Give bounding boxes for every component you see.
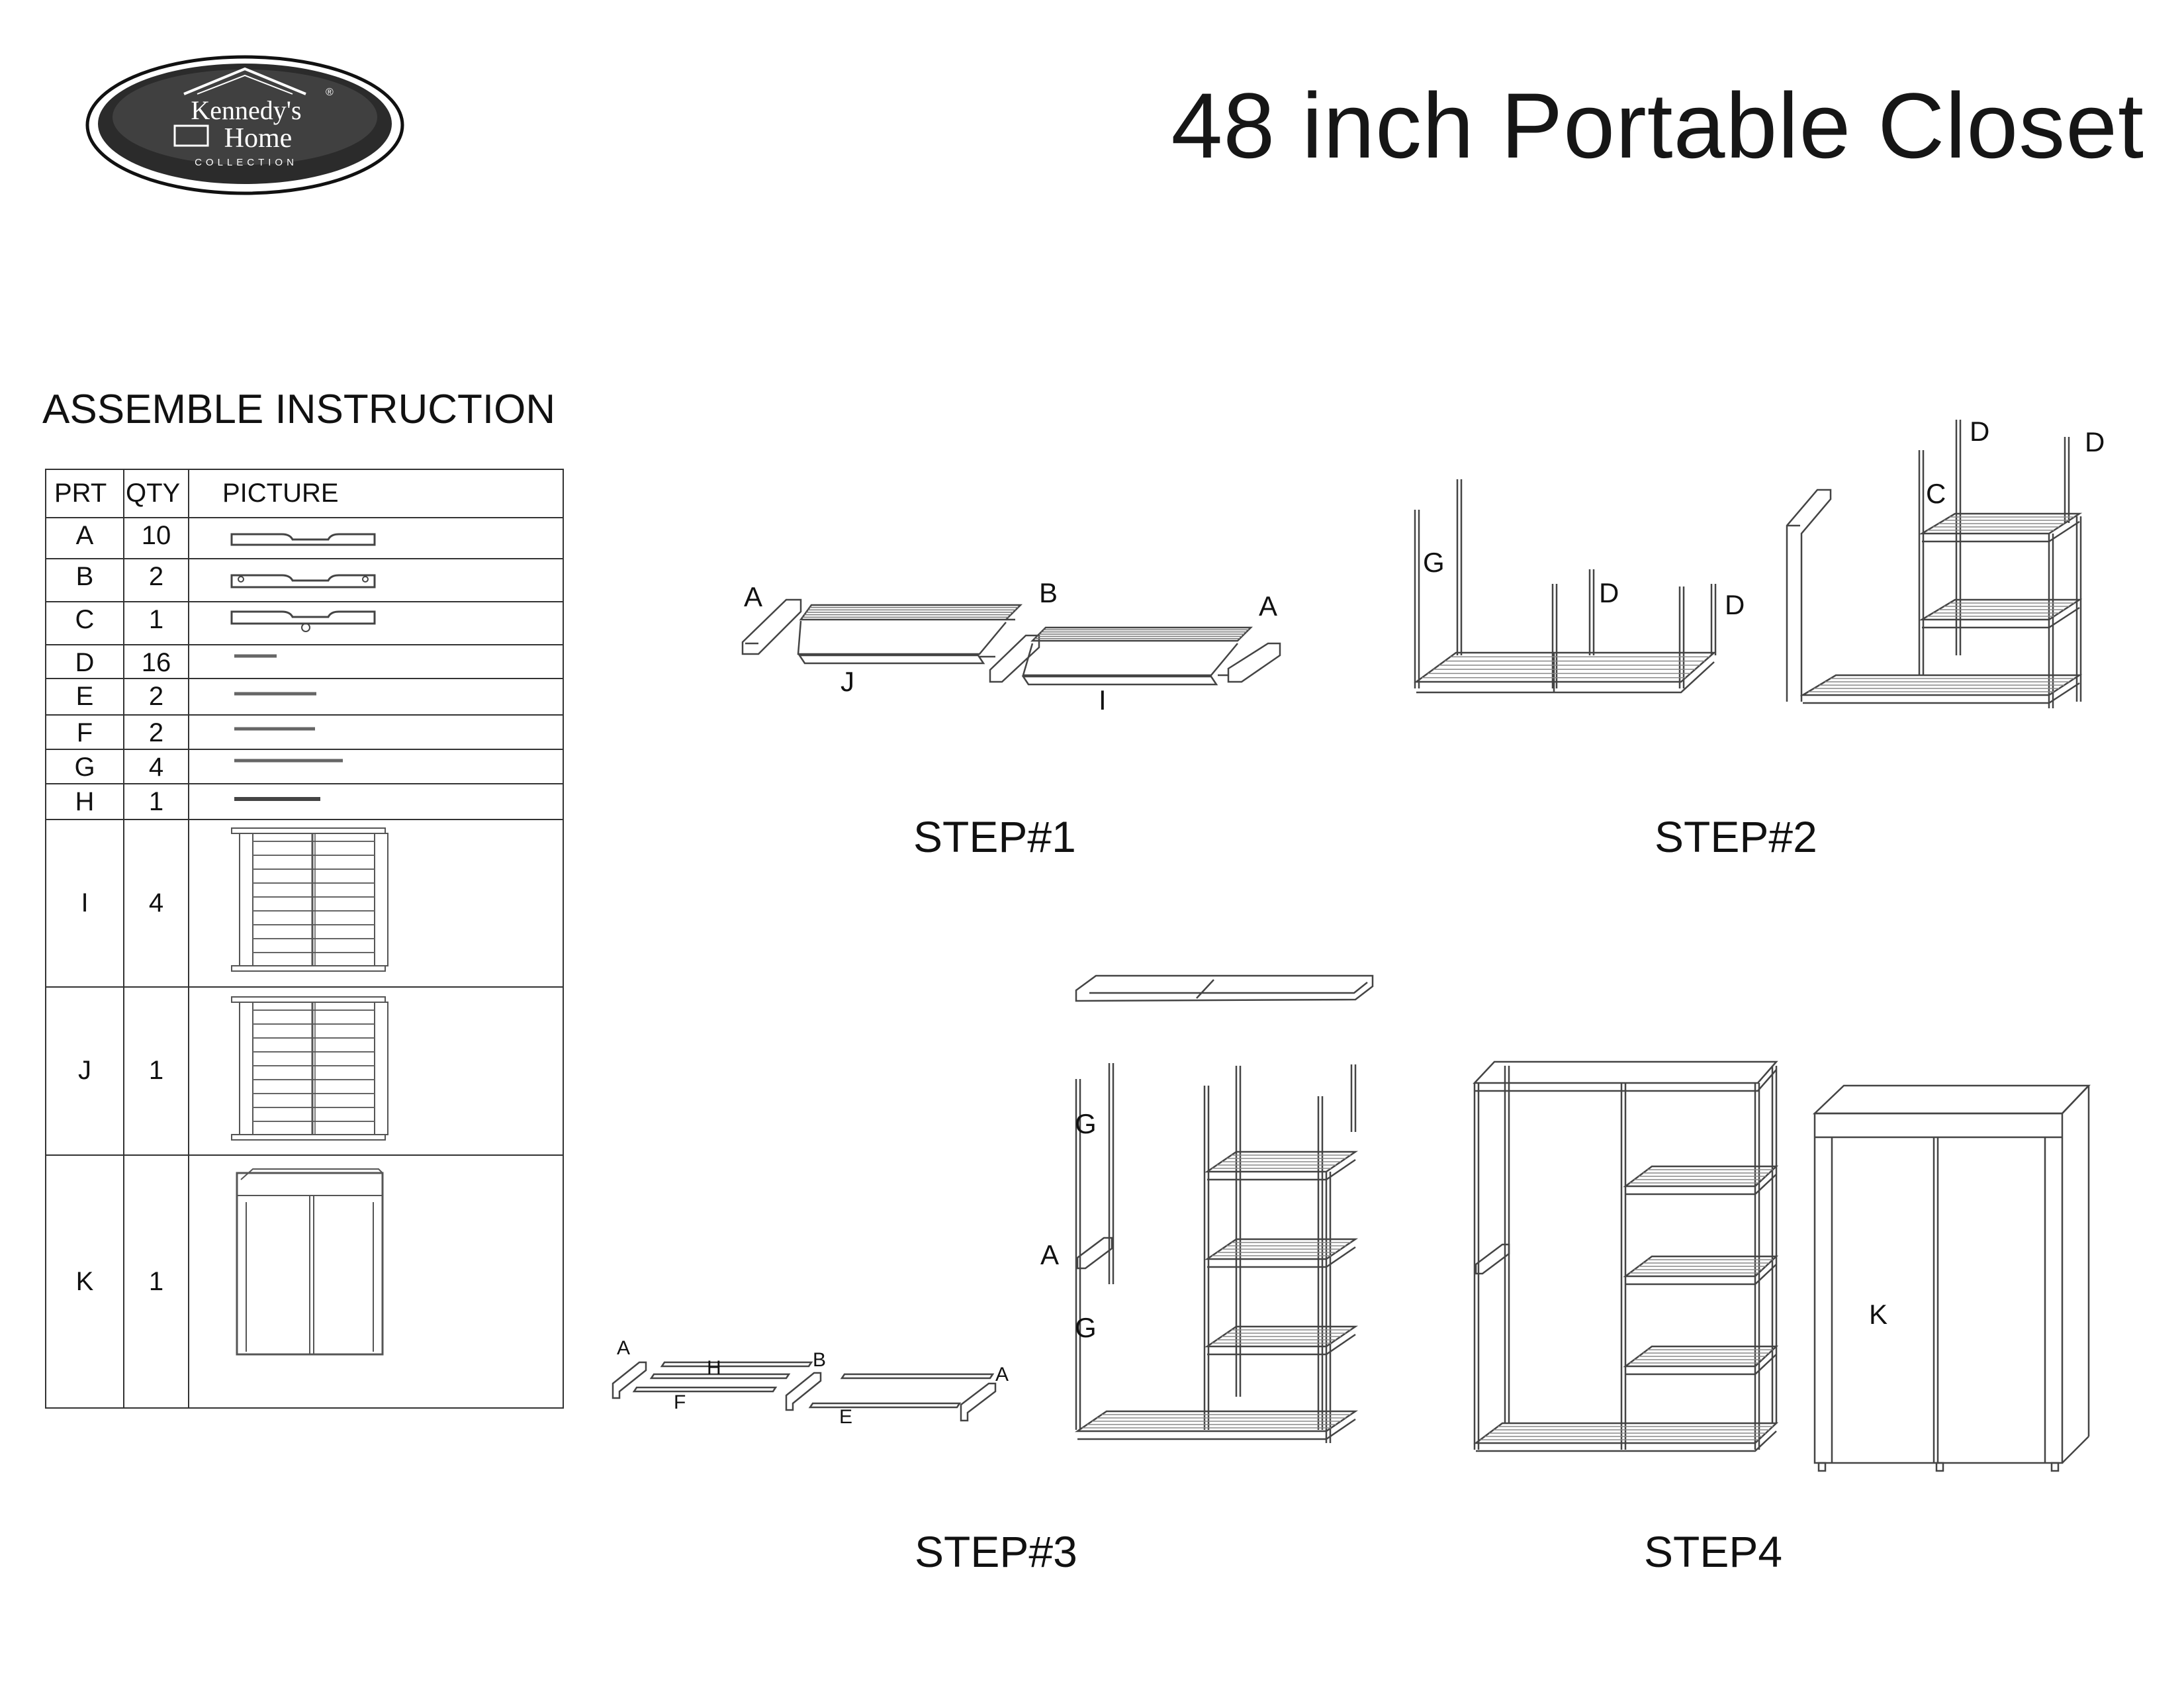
step2-callout-d-1: D <box>1599 577 1619 608</box>
step2-callout-d-3: D <box>1970 416 1990 447</box>
part-qty: 1 <box>148 1056 164 1086</box>
brand-line2: Home <box>224 123 293 154</box>
header-qty: QTY <box>124 469 189 518</box>
connector-c-picture <box>189 602 564 642</box>
table-row <box>46 784 563 820</box>
step1-diagram <box>735 569 1324 728</box>
part-qty: 1 <box>148 786 164 816</box>
table-header-row <box>46 469 563 518</box>
part-qty: 4 <box>148 888 164 917</box>
step4-diagram <box>1456 1039 2105 1496</box>
part-qty: 16 <box>141 647 171 677</box>
brand-logo <box>85 54 405 196</box>
brand-line1: Kennedy's <box>191 95 302 125</box>
part-qty: 2 <box>148 718 164 747</box>
instructions-heading: ASSEMBLE INSTRUCTION <box>42 387 556 432</box>
step2-callout-g: G <box>1423 547 1445 578</box>
step1-label: STEP#1 <box>913 812 1076 861</box>
part-letter: C <box>75 604 95 634</box>
step2-label: STEP#2 <box>1655 812 1817 861</box>
table-row <box>46 987 563 1156</box>
page-title: 48 inch Portable Closet <box>1171 73 2144 177</box>
step1-callout-j: J <box>841 666 854 697</box>
shelf-j-picture <box>189 988 564 1152</box>
connector-a-picture <box>189 518 564 558</box>
part-letter: I <box>81 888 89 917</box>
step3-callout-a: A <box>1040 1239 1060 1270</box>
part-qty: 2 <box>148 682 164 712</box>
step1-callout-b: B <box>1039 577 1058 608</box>
table-row <box>46 820 563 986</box>
tube-f-picture <box>189 716 564 747</box>
step4-label: STEP4 <box>1644 1527 1783 1576</box>
tube-g-picture <box>189 750 564 779</box>
part-letter: D <box>75 647 95 677</box>
tube-d-picture <box>189 645 564 676</box>
parts-table <box>45 469 564 1409</box>
step3-diagram <box>609 953 1390 1470</box>
tube-e-picture <box>189 679 564 712</box>
step3-callout-h: H <box>707 1357 721 1379</box>
part-qty: 10 <box>141 520 171 550</box>
step2-callout-d-2: D <box>1725 589 1745 620</box>
registered-mark: ® <box>326 87 334 98</box>
step3-callout-g-lower: G <box>1075 1312 1097 1343</box>
part-letter: K <box>75 1266 94 1296</box>
part-qty: 4 <box>148 753 164 782</box>
table-row <box>46 559 563 602</box>
table-row <box>46 715 563 750</box>
step1-callout-a-left: A <box>744 581 763 612</box>
part-qty: 1 <box>148 604 164 634</box>
step2-callout-d-4: D <box>2085 426 2105 457</box>
part-qty: 2 <box>148 562 164 592</box>
part-letter: B <box>75 562 94 592</box>
step3-label: STEP#3 <box>915 1527 1077 1576</box>
step2-diagram <box>1403 410 2118 741</box>
part-letter: A <box>75 520 94 550</box>
step3-callout-e: E <box>839 1406 853 1428</box>
step4-callout-k: K <box>1869 1299 1888 1330</box>
table-row <box>46 518 563 559</box>
part-letter: J <box>78 1056 91 1086</box>
brand-line3: COLLECTION <box>195 157 298 168</box>
tube-h-picture <box>189 784 564 818</box>
table-row <box>46 679 563 715</box>
connector-b-picture <box>189 559 564 599</box>
shelf-i-picture <box>189 820 564 983</box>
part-letter: E <box>75 682 94 712</box>
step3-callout-a-right: A <box>995 1364 1009 1385</box>
table-row <box>46 1155 563 1408</box>
step3-callout-g-upper: G <box>1075 1108 1097 1139</box>
header-picture: PICTURE <box>189 469 563 518</box>
header-part: PRT <box>46 469 124 518</box>
step3-callout-b: B <box>813 1349 827 1371</box>
table-row <box>46 645 563 679</box>
part-letter: F <box>76 718 93 747</box>
table-row <box>46 602 563 645</box>
part-letter: G <box>74 753 95 782</box>
step2-callout-c: C <box>1926 478 1946 509</box>
cover-k-picture <box>189 1156 564 1403</box>
step3-callout-a-small: A <box>617 1337 631 1359</box>
part-qty: 1 <box>148 1266 164 1296</box>
part-letter: H <box>75 786 95 816</box>
step1-callout-a-right: A <box>1259 590 1278 622</box>
step1-callout-i: I <box>1099 684 1107 716</box>
table-row <box>46 749 563 784</box>
step3-callout-f: F <box>674 1391 686 1413</box>
